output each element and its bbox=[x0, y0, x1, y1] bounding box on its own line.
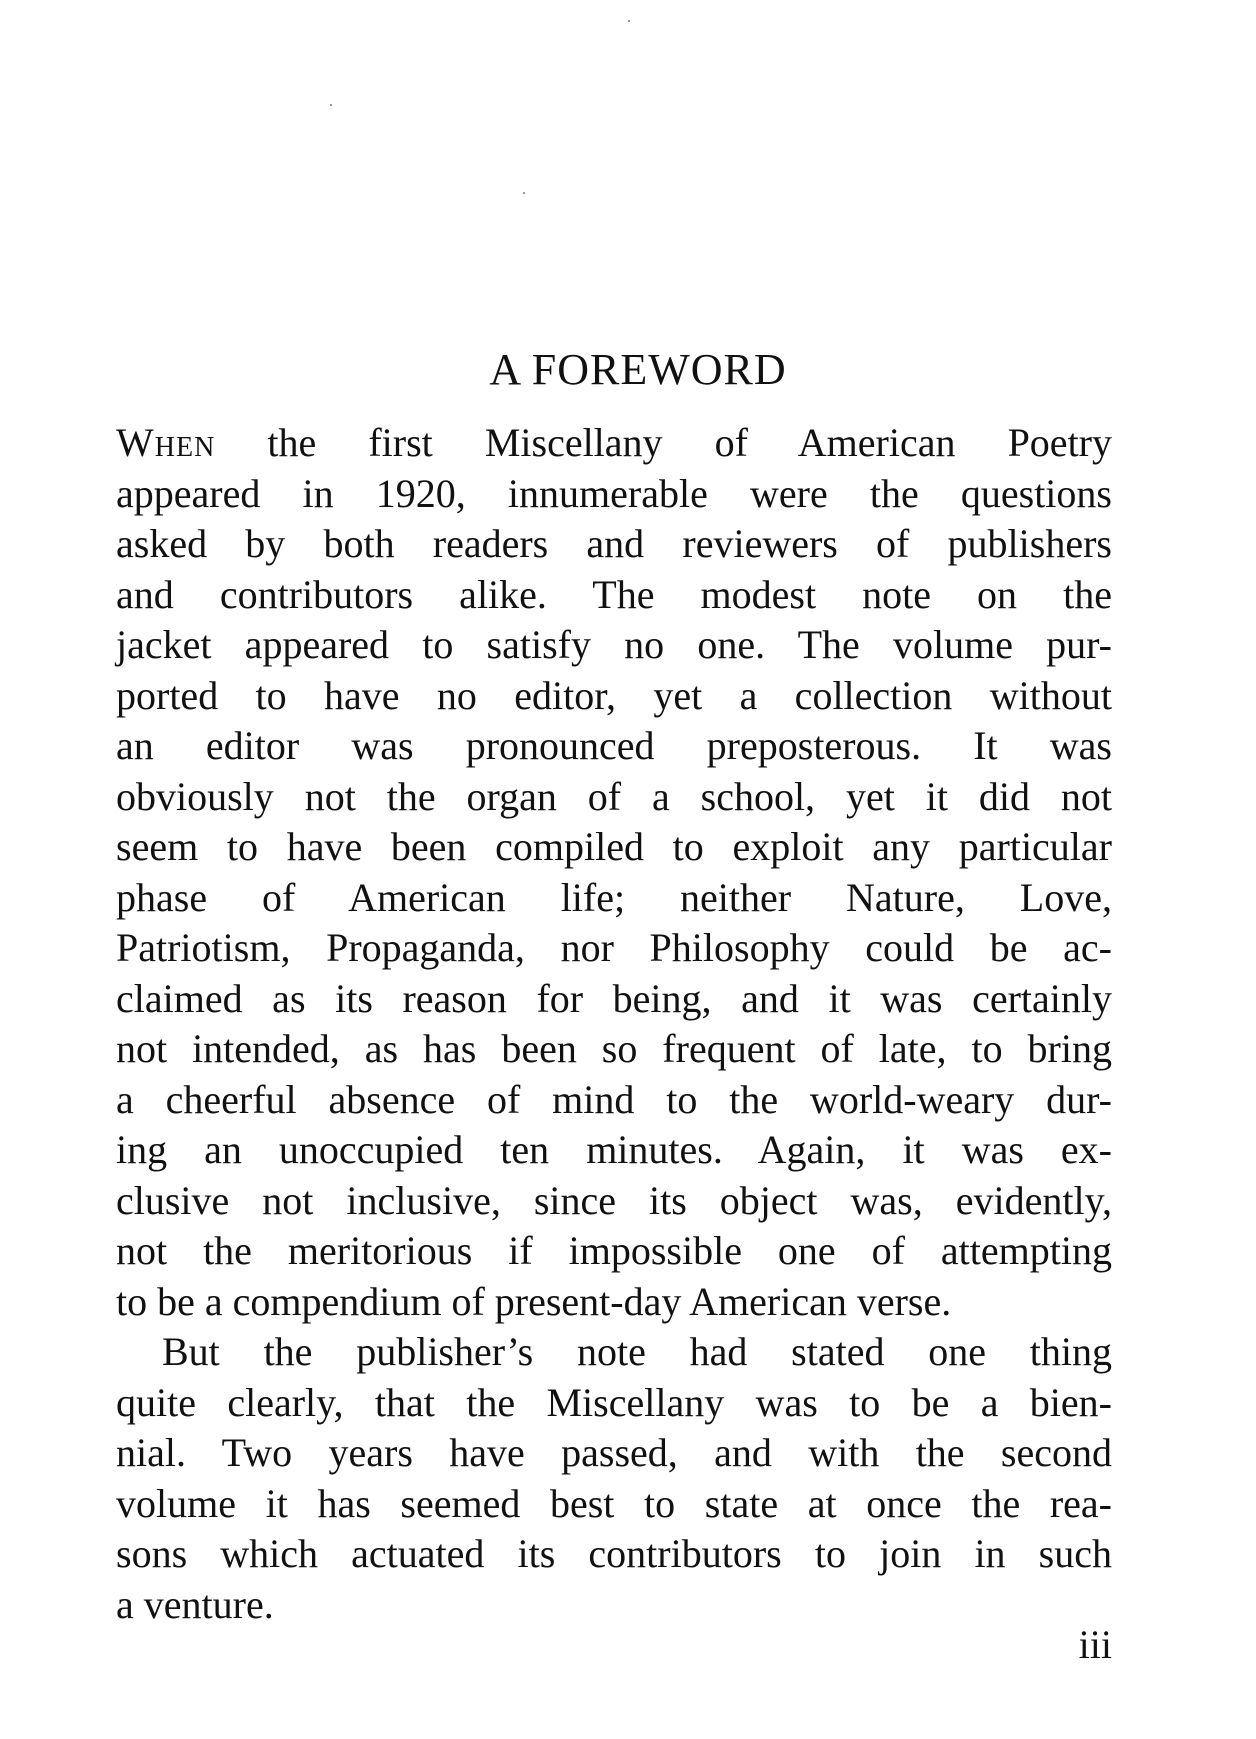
text-line: an editor was pronounced preposterous. It was bbox=[116, 723, 1112, 768]
text-line: seem to have been compiled to exploit any particular bbox=[116, 824, 1112, 869]
text-line: claimed as its reason for being, and it was certainly bbox=[116, 975, 1112, 1021]
text-line: clusive not inclusive, since its object was, evidently, bbox=[116, 1177, 1112, 1223]
paper-speck bbox=[628, 20, 630, 22]
text-line: a venture. bbox=[116, 1581, 274, 1627]
text-line: jacket appeared to satisfy no one. The volume pur- bbox=[116, 622, 1112, 667]
text-line: to be a compendium of present-day American verse. bbox=[116, 1278, 952, 1324]
text-line: ported to have no editor, yet a collection without bbox=[116, 672, 1112, 718]
paper-speck bbox=[330, 104, 332, 106]
text-line: sons which actuated its contributors to join in such bbox=[116, 1531, 1112, 1576]
foreword-text bbox=[116, 418, 1112, 1630]
text-line: obviously not the organ of a school, yet it did not bbox=[116, 773, 1112, 819]
paper-speck bbox=[523, 192, 525, 194]
page-title: A FOREWORD bbox=[489, 345, 787, 395]
text-line-rest: the first Miscellany of American Poetry bbox=[215, 420, 1112, 465]
text-line: volume it has seemed best to state at once the rea- bbox=[116, 1480, 1112, 1526]
text-line: ing an unoccupied ten minutes. Again, it was ex- bbox=[116, 1127, 1112, 1172]
text-line: quite clearly, that the Miscellany was to be a bien- bbox=[116, 1379, 1112, 1425]
text-line: not the meritorious if impossible one of attempting bbox=[116, 1228, 1112, 1273]
text-line: not intended, as has been so frequent of late, to bring bbox=[116, 1026, 1112, 1071]
text-line: phase of American life; neither Nature, Love, bbox=[116, 874, 1112, 920]
text-line: But the publisher’s note had stated one thing bbox=[162, 1329, 1112, 1374]
text-line: asked by both readers and reviewers of publishers bbox=[116, 521, 1112, 566]
text-line: Patriotism, Propaganda, nor Philosophy could be ac- bbox=[116, 925, 1112, 970]
text-line: a cheerful absence of mind to the world-weary dur- bbox=[116, 1076, 1112, 1122]
text-line: appeared in 1920, innumerable were the questions bbox=[116, 470, 1112, 516]
page-number: iii bbox=[1078, 1622, 1112, 1667]
text-line: nial. Two years have passed, and with the second bbox=[116, 1430, 1112, 1475]
text-line: and contributors alike. The modest note on the bbox=[116, 571, 1112, 617]
first-word: When bbox=[116, 420, 216, 465]
text-line bbox=[116, 418, 1112, 469]
